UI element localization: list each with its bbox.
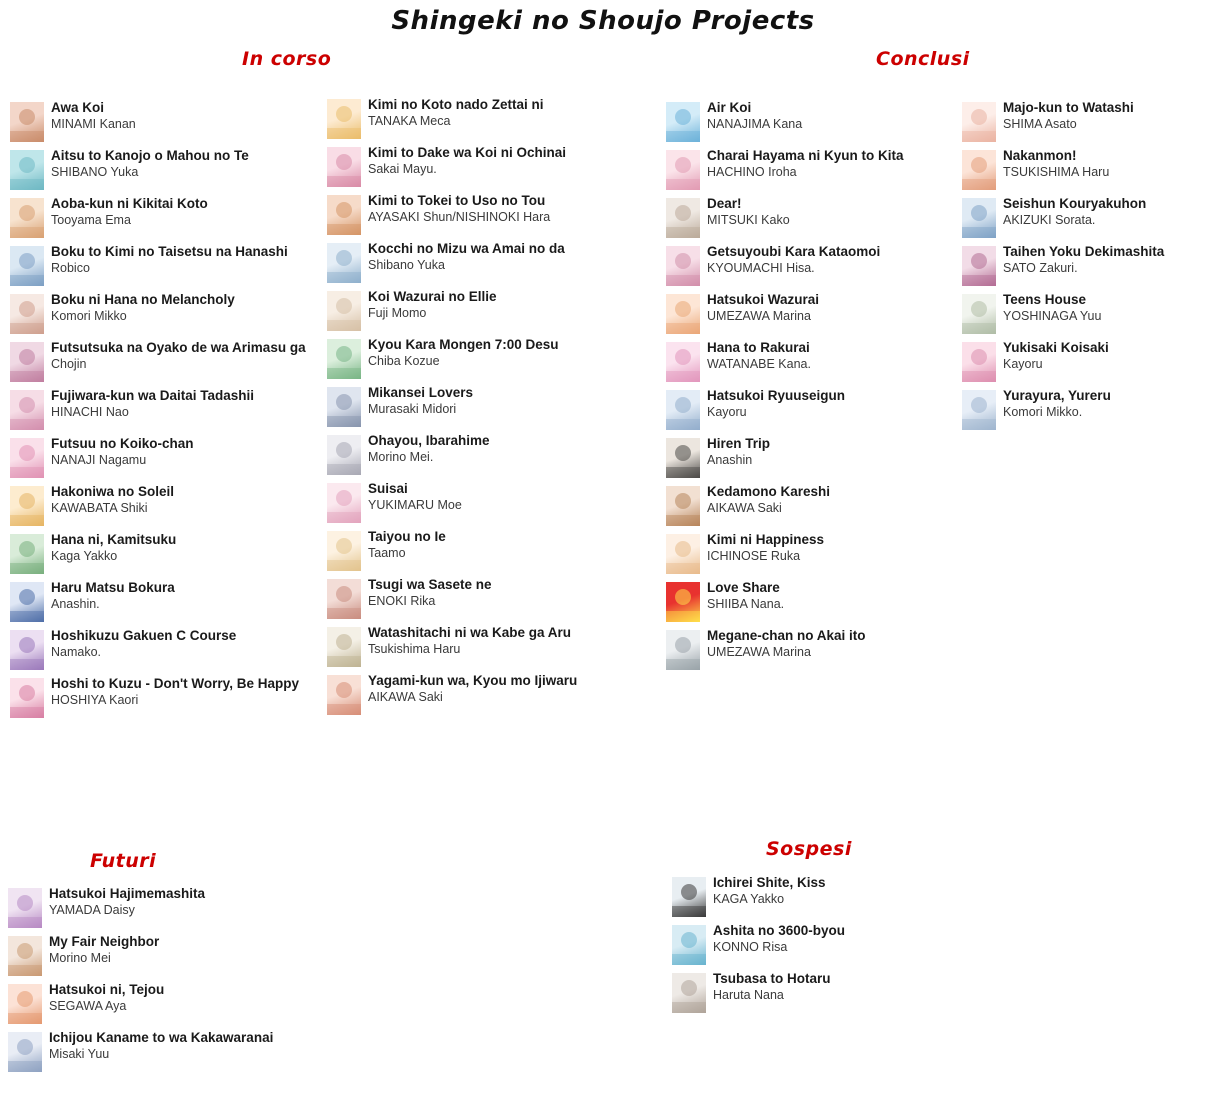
project-author: KAWABATA Shiki — [51, 501, 148, 515]
project-title[interactable]: Aitsu to Kanojo o Mahou no Te — [51, 148, 249, 163]
list-item[interactable] — [10, 146, 330, 193]
project-title[interactable]: Watashitachi ni wa Kabe ga Aru — [368, 625, 572, 640]
list-item[interactable] — [666, 626, 986, 673]
list-item-meta — [51, 290, 330, 325]
list-item[interactable] — [666, 530, 986, 577]
project-author: Sakai Mayu. — [368, 162, 437, 176]
project-title[interactable]: Kimi to Dake wa Koi ni Ochinai — [368, 145, 567, 160]
list-item[interactable] — [10, 386, 330, 433]
project-title[interactable]: Air Koi — [707, 100, 752, 115]
project-title[interactable]: Kimi no Koto nado Zettai ni — [368, 97, 544, 112]
project-author: SATO Zakuri. — [1003, 261, 1078, 275]
list-item-meta — [368, 143, 647, 178]
project-author: Kaga Yakko — [51, 549, 118, 563]
list-item-meta — [707, 242, 986, 277]
project-title[interactable]: Fujiwara-kun wa Daitai Tadashii — [51, 388, 255, 403]
cover-thumbnail — [327, 195, 361, 235]
project-author: Namako. — [51, 645, 102, 659]
cover-thumbnail — [962, 342, 996, 382]
project-title[interactable]: Hoshi to Kuzu - Don't Worry, Be Happy — [51, 676, 299, 691]
list-item-meta — [51, 578, 330, 613]
project-title[interactable]: Awa Koi — [51, 100, 105, 115]
list-item[interactable] — [327, 95, 647, 142]
list-item[interactable] — [327, 335, 647, 382]
cover-thumbnail — [327, 387, 361, 427]
list-item[interactable] — [327, 287, 647, 334]
project-author: SEGAWA Aya — [49, 999, 127, 1013]
project-title[interactable]: Taiyou no Ie — [368, 529, 446, 544]
list-item[interactable] — [8, 980, 328, 1027]
project-author: Haruta Nana — [713, 988, 784, 1002]
list-item-meta — [1003, 146, 1206, 181]
project-title[interactable]: Teens House — [1003, 292, 1087, 307]
cover-thumbnail — [666, 438, 700, 478]
list-item[interactable] — [962, 338, 1206, 385]
project-author: MINAMI Kanan — [51, 117, 136, 131]
project-author: Taamo — [368, 546, 406, 560]
cover-thumbnail — [666, 486, 700, 526]
project-author: Morino Mei — [49, 951, 111, 965]
list-item-meta — [49, 1028, 328, 1063]
cover-thumbnail — [327, 579, 361, 619]
project-title[interactable]: Hoshikuzu Gakuen C Course — [51, 628, 237, 643]
list-item-meta — [1003, 194, 1206, 229]
project-title[interactable]: Hatsukoi ni, Tejou — [49, 982, 165, 997]
cover-thumbnail — [666, 390, 700, 430]
list-item-meta — [707, 482, 986, 517]
cover-thumbnail — [666, 342, 700, 382]
project-title[interactable]: Hakoniwa no Soleil — [51, 484, 175, 499]
list-item-meta — [51, 626, 330, 661]
cover-thumbnail — [666, 534, 700, 574]
list-item[interactable] — [327, 143, 647, 190]
cover-thumbnail — [327, 483, 361, 523]
cover-thumbnail — [10, 534, 44, 574]
project-title[interactable]: Getsuyoubi Kara Kataomoi — [707, 244, 881, 259]
list-conclusi-column-1 — [666, 98, 986, 674]
section-heading-sospesi: Sospesi — [766, 838, 852, 860]
list-item[interactable] — [327, 623, 647, 670]
project-author: Kayoru — [1003, 357, 1043, 371]
list-item[interactable] — [962, 290, 1206, 337]
list-item[interactable] — [8, 884, 328, 931]
list-item-meta — [368, 287, 647, 322]
cover-thumbnail — [10, 486, 44, 526]
list-item[interactable] — [672, 921, 992, 968]
cover-thumbnail — [10, 198, 44, 238]
list-item-meta — [707, 194, 986, 229]
cover-thumbnail — [327, 435, 361, 475]
project-title[interactable]: Kimi ni Happiness — [707, 532, 825, 547]
project-author: Chiba Kozue — [368, 354, 440, 368]
project-author: AKIZUKI Sorata. — [1003, 213, 1096, 227]
cover-thumbnail — [327, 99, 361, 139]
list-item-meta — [713, 969, 992, 1004]
project-author: YUKIMARU Moe — [368, 498, 462, 512]
cover-thumbnail — [327, 675, 361, 715]
project-title[interactable]: Kedamono Kareshi — [707, 484, 831, 499]
list-item[interactable] — [10, 98, 330, 145]
list-item-meta — [368, 527, 647, 562]
project-author: Tsukishima Haru — [368, 642, 461, 656]
project-author: MITSUKI Kako — [707, 213, 790, 227]
project-title[interactable]: Hana ni, Kamitsuku — [51, 532, 177, 547]
list-item[interactable] — [666, 242, 986, 289]
project-title[interactable]: Suisai — [368, 481, 408, 496]
project-author: UMEZAWA Marina — [707, 645, 811, 659]
cover-thumbnail — [962, 294, 996, 334]
list-item[interactable] — [962, 146, 1206, 193]
project-title[interactable]: Seishun Kouryakuhon — [1003, 196, 1147, 211]
list-item[interactable] — [327, 239, 647, 286]
list-item[interactable] — [666, 290, 986, 337]
project-title[interactable]: Majo-kun to Watashi — [1003, 100, 1134, 115]
cover-thumbnail — [10, 294, 44, 334]
list-item[interactable] — [327, 479, 647, 526]
list-item-meta — [368, 575, 647, 610]
project-author: Misaki Yuu — [49, 1047, 110, 1061]
list-item-meta — [51, 482, 330, 517]
project-author: TSUKISHIMA Haru — [1003, 165, 1110, 179]
project-title[interactable]: Koi Wazurai no Ellie — [368, 289, 497, 304]
cover-thumbnail — [672, 877, 706, 917]
project-author: Tooyama Ema — [51, 213, 131, 227]
list-item-meta — [368, 95, 647, 130]
list-item[interactable] — [666, 146, 986, 193]
project-title[interactable]: Yurayura, Yureru — [1003, 388, 1111, 403]
list-item-meta — [707, 434, 986, 469]
list-futuri-column-1 — [8, 884, 328, 1076]
cover-thumbnail — [8, 1032, 42, 1072]
list-item-meta — [1003, 386, 1206, 421]
list-item[interactable] — [666, 194, 986, 241]
project-author: HOSHIYA Kaori — [51, 693, 139, 707]
list-item[interactable] — [327, 431, 647, 478]
list-item-meta — [51, 674, 330, 709]
list-item[interactable] — [10, 338, 330, 385]
project-title[interactable]: Taihen Yoku Dekimashita — [1003, 244, 1165, 259]
list-item[interactable] — [10, 578, 330, 625]
list-item-meta — [51, 386, 330, 421]
list-item-meta — [368, 671, 647, 706]
cover-thumbnail — [8, 984, 42, 1024]
list-item[interactable] — [10, 530, 330, 577]
cover-thumbnail — [962, 150, 996, 190]
project-author: Morino Mei. — [368, 450, 434, 464]
list-item-meta — [707, 290, 986, 325]
page-title: Shingeki no Shoujo Projects — [391, 6, 815, 36]
project-author: KAGA Yakko — [713, 892, 785, 906]
cover-thumbnail — [666, 150, 700, 190]
list-item-meta — [707, 386, 986, 421]
project-author: Shibano Yuka — [368, 258, 445, 272]
list-item-meta — [51, 98, 330, 133]
list-item[interactable] — [962, 194, 1206, 241]
cover-thumbnail — [666, 582, 700, 622]
list-item-meta — [368, 239, 647, 274]
list-item[interactable] — [327, 191, 647, 238]
list-item[interactable] — [10, 242, 330, 289]
list-item-meta — [1003, 98, 1206, 133]
list-item[interactable] — [8, 1028, 328, 1075]
section-heading-conclusi: Conclusi — [876, 48, 970, 70]
list-item[interactable] — [962, 242, 1206, 289]
project-author: AIKAWA Saki — [707, 501, 782, 515]
project-author: Fuji Momo — [368, 306, 427, 320]
list-item[interactable] — [666, 434, 986, 481]
cover-thumbnail — [10, 390, 44, 430]
cover-thumbnail — [666, 294, 700, 334]
project-author: NANAJIMA Kana — [707, 117, 803, 131]
list-item-meta — [51, 242, 330, 277]
project-title[interactable]: Ichirei Shite, Kiss — [713, 875, 826, 890]
cover-thumbnail — [10, 438, 44, 478]
project-title[interactable]: Megane-chan no Akai ito — [707, 628, 866, 643]
list-item[interactable] — [10, 482, 330, 529]
project-author: Kayoru — [707, 405, 747, 419]
project-author: Robico — [51, 261, 90, 275]
list-item[interactable] — [10, 674, 330, 721]
list-item[interactable] — [672, 969, 992, 1016]
project-title[interactable]: Yukisaki Koisaki — [1003, 340, 1109, 355]
project-title[interactable]: Ichijou Kaname to wa Kakawaranai — [49, 1030, 274, 1045]
project-title[interactable]: Futsuu no Koiko-chan — [51, 436, 194, 451]
list-item-meta — [713, 921, 992, 956]
project-title[interactable]: Charai Hayama ni Kyun to Kita — [707, 148, 904, 163]
cover-thumbnail — [8, 888, 42, 928]
list-item-meta — [49, 932, 328, 967]
project-author: AYASAKI Shun/NISHINOKI Hara — [368, 210, 551, 224]
list-in-corso-column-2 — [327, 95, 647, 719]
list-item-meta — [707, 98, 986, 133]
list-item-meta — [707, 338, 986, 373]
project-author: Chojin — [51, 357, 87, 371]
project-title[interactable]: Hatsukoi Hajimemashita — [49, 886, 206, 901]
list-item-meta — [707, 626, 986, 661]
list-item[interactable] — [10, 626, 330, 673]
list-item[interactable] — [666, 98, 986, 145]
project-title[interactable]: Aoba-kun ni Kikitai Koto — [51, 196, 208, 211]
project-author: AIKAWA Saki — [368, 690, 443, 704]
project-title[interactable]: Tsubasa to Hotaru — [713, 971, 831, 986]
list-item-meta — [368, 479, 647, 514]
project-title[interactable]: My Fair Neighbor — [49, 934, 160, 949]
list-item-meta — [1003, 338, 1206, 373]
cover-thumbnail — [10, 246, 44, 286]
list-item[interactable] — [10, 290, 330, 337]
project-author: TANAKA Meca — [368, 114, 451, 128]
cover-thumbnail — [327, 627, 361, 667]
project-author: ENOKI Rika — [368, 594, 436, 608]
section-heading-in-corso: In corso — [242, 48, 332, 70]
project-author: Komori Mikko — [51, 309, 127, 323]
list-item-meta — [49, 884, 328, 919]
list-item[interactable] — [327, 527, 647, 574]
project-title[interactable]: Hiren Trip — [707, 436, 771, 451]
list-item-meta — [368, 191, 647, 226]
project-author: ICHINOSE Ruka — [707, 549, 801, 563]
project-author: NANAJI Nagamu — [51, 453, 147, 467]
list-item-meta — [368, 335, 647, 370]
list-item-meta — [368, 623, 647, 658]
project-title[interactable]: Kyou Kara Mongen 7:00 Desu — [368, 337, 559, 352]
project-title[interactable]: Ohayou, Ibarahime — [368, 433, 490, 448]
cover-thumbnail — [327, 531, 361, 571]
list-item-meta — [707, 530, 986, 565]
list-item[interactable] — [672, 873, 992, 920]
project-title[interactable]: Hatsukoi Wazurai — [707, 292, 820, 307]
cover-thumbnail — [327, 147, 361, 187]
list-item-meta — [707, 578, 986, 613]
project-title[interactable]: Hatsukoi Ryuuseigun — [707, 388, 846, 403]
cover-thumbnail — [666, 246, 700, 286]
cover-thumbnail — [962, 198, 996, 238]
project-author: HINACHI Nao — [51, 405, 129, 419]
list-item-meta — [49, 980, 328, 1015]
list-item[interactable] — [666, 578, 986, 625]
cover-thumbnail — [962, 390, 996, 430]
cover-thumbnail — [10, 678, 44, 718]
list-item[interactable] — [666, 338, 986, 385]
list-item-meta — [51, 194, 330, 229]
project-author: WATANABE Kana. — [707, 357, 811, 371]
list-item[interactable] — [666, 482, 986, 529]
project-title[interactable]: Love Share — [707, 580, 780, 595]
project-title[interactable]: Mikansei Lovers — [368, 385, 474, 400]
list-item[interactable] — [8, 932, 328, 979]
cover-thumbnail — [327, 243, 361, 283]
list-conclusi-column-2 — [962, 98, 1206, 434]
project-title[interactable]: Haru Matsu Bokura — [51, 580, 175, 595]
cover-thumbnail — [962, 102, 996, 142]
cover-thumbnail — [10, 630, 44, 670]
project-author: SHIMA Asato — [1003, 117, 1077, 131]
project-title[interactable]: Futsutsuka na Oyako de wa Arimasu ga — [51, 340, 306, 355]
list-item[interactable] — [962, 98, 1206, 145]
cover-thumbnail — [327, 339, 361, 379]
project-title[interactable]: Ashita no 3600-byou — [713, 923, 846, 938]
list-item-meta — [713, 873, 992, 908]
list-item[interactable] — [666, 386, 986, 433]
list-item-meta — [51, 434, 330, 469]
cover-thumbnail — [672, 925, 706, 965]
project-author: KYOUMACHI Hisa. — [707, 261, 815, 275]
project-author: UMEZAWA Marina — [707, 309, 811, 323]
list-item-meta — [707, 146, 986, 181]
project-author: KONNO Risa — [713, 940, 788, 954]
list-item[interactable] — [327, 671, 647, 718]
project-title[interactable]: Tsugi wa Sasete ne — [368, 577, 492, 592]
list-sospesi-column-1 — [672, 873, 992, 1017]
project-author: YOSHINAGA Yuu — [1003, 309, 1102, 323]
project-author: YAMADA Daisy — [49, 903, 135, 917]
cover-thumbnail — [10, 150, 44, 190]
cover-thumbnail — [666, 198, 700, 238]
project-author: HACHINO Iroha — [707, 165, 797, 179]
project-title[interactable]: Hana to Rakurai — [707, 340, 810, 355]
project-author: SHIBANO Yuka — [51, 165, 139, 179]
project-title[interactable]: Yagami-kun wa, Kyou mo Ijiwaru — [368, 673, 578, 688]
section-heading-futuri: Futuri — [90, 850, 157, 872]
project-title[interactable]: Nakanmon! — [1003, 148, 1077, 163]
project-title[interactable]: Kocchi no Mizu wa Amai no da — [368, 241, 565, 256]
list-item[interactable] — [10, 194, 330, 241]
cover-thumbnail — [962, 246, 996, 286]
project-author: Anashin — [707, 453, 753, 467]
project-title[interactable]: Boku to Kimi no Taisetsu na Hanashi — [51, 244, 288, 259]
project-author: Komori Mikko. — [1003, 405, 1083, 419]
list-item-meta — [1003, 290, 1206, 325]
list-item-meta — [51, 530, 330, 565]
list-in-corso-column-1 — [10, 98, 330, 722]
project-title[interactable]: Kimi to Tokei to Uso no Tou — [368, 193, 546, 208]
cover-thumbnail — [8, 936, 42, 976]
list-item-meta — [368, 431, 647, 466]
project-title[interactable]: Dear! — [707, 196, 742, 211]
cover-thumbnail — [10, 102, 44, 142]
list-item-meta — [51, 338, 330, 373]
list-item[interactable] — [10, 434, 330, 481]
cover-thumbnail — [666, 630, 700, 670]
cover-thumbnail — [10, 342, 44, 382]
project-title[interactable]: Boku ni Hana no Melancholy — [51, 292, 235, 307]
list-item-meta — [1003, 242, 1206, 277]
list-item[interactable] — [327, 383, 647, 430]
list-item-meta — [51, 146, 330, 181]
project-author: Murasaki Midori — [368, 402, 457, 416]
project-author: SHIIBA Nana. — [707, 597, 785, 611]
cover-thumbnail — [672, 973, 706, 1013]
cover-thumbnail — [10, 582, 44, 622]
cover-thumbnail — [666, 102, 700, 142]
cover-thumbnail — [327, 291, 361, 331]
list-item[interactable] — [962, 386, 1206, 433]
list-item-meta — [368, 383, 647, 418]
list-item[interactable] — [327, 575, 647, 622]
project-author: Anashin. — [51, 597, 100, 611]
